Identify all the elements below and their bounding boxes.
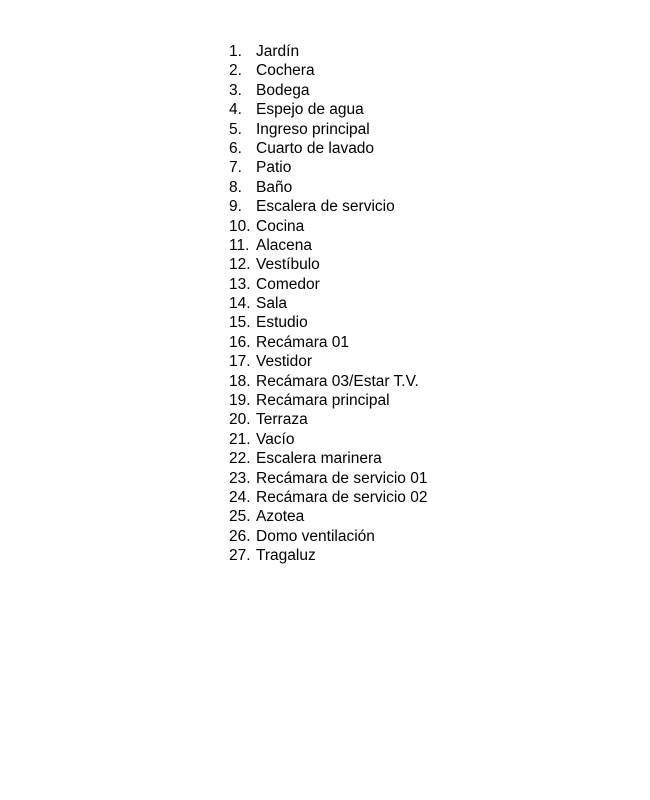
item-label: Escalera marinera	[256, 450, 382, 468]
item-label: Cuarto de lavado	[256, 139, 375, 157]
item-number: 6.	[229, 139, 242, 157]
item-number: 5.	[229, 120, 242, 138]
list-item	[229, 236, 427, 255]
list-item	[229, 546, 427, 565]
list-item	[229, 410, 427, 429]
item-number: 21.	[229, 430, 251, 448]
list-item	[229, 217, 427, 236]
item-label: Alacena	[256, 236, 313, 254]
item-number: 14.	[229, 295, 251, 313]
item-number: 3.	[229, 81, 242, 99]
item-label: Vestidor	[256, 353, 313, 371]
list-item	[229, 100, 427, 119]
item-number: 16.	[229, 333, 251, 351]
list-item	[229, 313, 427, 332]
list-item	[229, 42, 427, 61]
item-label: Escalera de servicio	[256, 198, 395, 216]
item-label: Vacío	[256, 430, 295, 448]
item-label: Ingreso principal	[256, 120, 370, 138]
item-label: Bodega	[256, 81, 310, 99]
item-label: Comedor	[256, 275, 320, 293]
item-label: Recámara principal	[256, 392, 390, 410]
list-item	[229, 275, 427, 294]
item-number: 19.	[229, 392, 251, 410]
list-item	[229, 197, 427, 216]
list-item	[229, 469, 427, 488]
item-number: 1.	[229, 43, 242, 60]
list-item	[229, 158, 427, 177]
item-number: 12.	[229, 256, 251, 274]
item-label: Estudio	[256, 314, 308, 332]
list-item	[229, 120, 427, 139]
item-number: 11.	[229, 236, 250, 254]
item-label: Baño	[256, 178, 293, 196]
item-number: 7.	[229, 159, 242, 177]
room-list	[229, 42, 427, 566]
item-number: 20.	[229, 411, 251, 429]
list-item	[229, 333, 427, 352]
list-item	[229, 294, 427, 313]
list-item	[229, 352, 427, 371]
item-number: 26.	[229, 527, 251, 545]
item-label: Jardín	[256, 43, 300, 60]
item-label: Terraza	[256, 411, 308, 429]
item-number: 22.	[229, 450, 251, 468]
item-label: Recámara 03/Estar T.V.	[256, 372, 419, 390]
list-item	[229, 430, 427, 449]
list-item	[229, 527, 427, 546]
item-label: Recámara de servicio 02	[256, 488, 428, 506]
list-item	[229, 178, 427, 197]
item-number: 25.	[229, 508, 251, 526]
item-label: Tragaluz	[256, 547, 316, 565]
item-number: 23.	[229, 469, 251, 487]
item-number: 27.	[229, 547, 251, 565]
list-item	[229, 507, 427, 526]
item-number: 10.	[229, 217, 251, 235]
item-label: Sala	[256, 295, 288, 313]
item-number: 15.	[229, 314, 251, 332]
item-number: 9.	[229, 198, 242, 216]
item-label: Cochera	[256, 62, 315, 80]
item-number: 8.	[229, 178, 242, 196]
list-item	[229, 255, 427, 274]
item-label: Azotea	[256, 508, 305, 526]
item-number: 18.	[229, 372, 251, 390]
item-label: Patio	[256, 159, 292, 177]
item-label: Espejo de agua	[256, 101, 364, 119]
list-item	[229, 449, 427, 468]
list-item	[229, 391, 427, 410]
item-number: 13.	[229, 275, 251, 293]
item-label: Cocina	[256, 217, 305, 235]
item-label: Domo ventilación	[256, 527, 375, 545]
list-item	[229, 372, 427, 391]
item-number: 17.	[229, 353, 251, 371]
item-label: Recámara de servicio 01	[256, 469, 428, 487]
list-item	[229, 61, 427, 80]
item-number: 24.	[229, 488, 251, 506]
list-item	[229, 81, 427, 100]
item-number: 2.	[229, 62, 242, 80]
item-number: 4.	[229, 101, 242, 119]
item-label: Recámara 01	[256, 333, 350, 351]
list-item	[229, 488, 427, 507]
item-label: Vestíbulo	[256, 256, 320, 274]
list-item	[229, 139, 427, 158]
